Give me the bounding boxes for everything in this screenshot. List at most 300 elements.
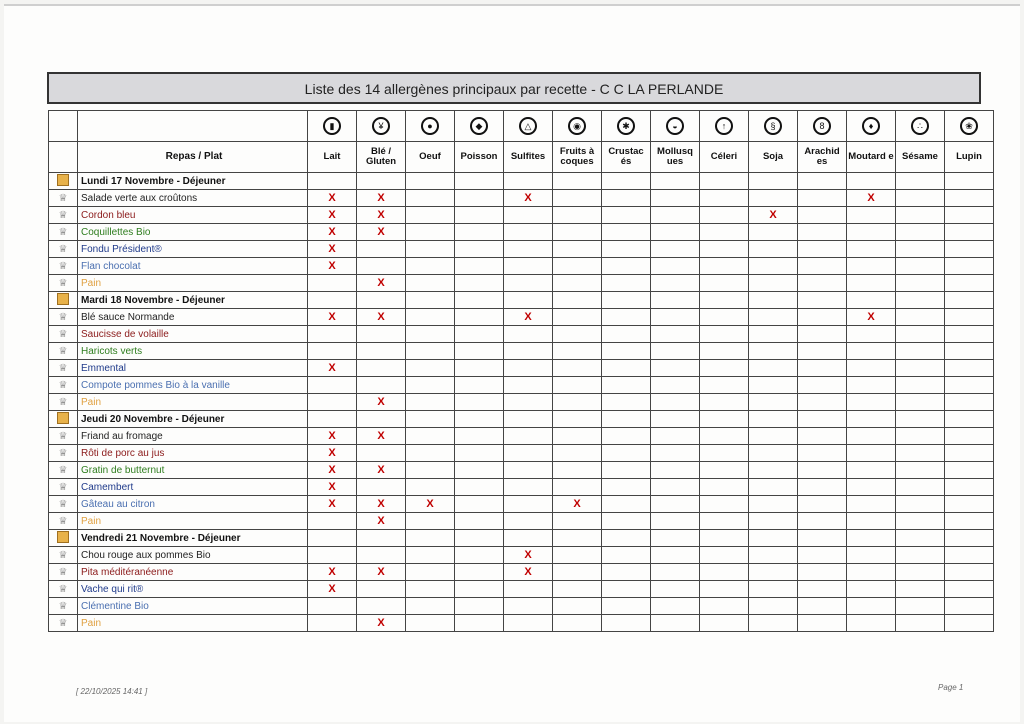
allergen-cell [406,598,455,615]
allergen-cell [406,190,455,207]
dish-icon-cell [49,275,78,292]
dish-name: Emmental [78,360,308,377]
allergen-cell [896,377,945,394]
chef-hat-icon: ♕ [58,260,68,272]
dish-name: Pain [78,513,308,530]
icon-row [49,111,994,142]
allergen-cell [798,496,847,513]
allergen-cell [945,241,994,258]
allergen-cell [455,496,504,513]
allergen-cell [406,564,455,581]
table-row [49,241,994,258]
table-row [49,479,994,496]
allergen-mark: X [328,430,336,442]
allergen-cell [798,258,847,275]
allergen-cell [406,615,455,632]
allergen-mark: X [377,226,385,238]
allergen-cell [357,428,406,445]
allergen-cell [308,496,357,513]
allergen-cell [602,513,651,530]
day-square-icon [57,174,69,186]
allergen-cell [357,394,406,411]
dish-icon-cell [49,241,78,258]
dish-name: Saucisse de volaille [78,326,308,343]
allergen-cell [896,258,945,275]
allergen-cell [357,224,406,241]
table-row [49,326,994,343]
dish-name: Pain [78,394,308,411]
allergen-cell [896,292,945,309]
allergen-cell [798,241,847,258]
allergen-cell [651,411,700,428]
blank-cell [49,111,78,142]
allergen-cell [945,615,994,632]
allergen-cell [798,598,847,615]
allergen-cell [651,394,700,411]
allergen-cell [357,615,406,632]
allergen-cell [896,445,945,462]
allergen-cell [504,598,553,615]
allergen-cell [945,326,994,343]
allergen-mark: X [328,498,336,510]
allergen-cell [749,377,798,394]
dish-icon-cell [49,190,78,207]
allergen-cell [504,513,553,530]
allergen-cell [455,258,504,275]
allergen-cell [602,377,651,394]
day-marker-cell [49,530,78,547]
allergen-cell [455,598,504,615]
allergen-cell [798,309,847,326]
allergen-cell [700,598,749,615]
print-date: [ 22/10/2025 14:41 ] [76,687,148,696]
allergen-cell [455,394,504,411]
table-row [49,445,994,462]
allergen-cell [798,581,847,598]
allergen-cell [504,581,553,598]
allergen-cell [357,292,406,309]
chef-hat-icon: ♕ [58,447,68,459]
allergen-cell [455,581,504,598]
allergen-cell [896,615,945,632]
allergen-cell [749,547,798,564]
allergen-cell [749,445,798,462]
allergen-cell [651,343,700,360]
crab-icon: ✱ [617,117,635,135]
column-header-allergen: Sésame [896,142,945,173]
allergen-cell [455,360,504,377]
allergen-cell [406,513,455,530]
allergen-icon-cell [847,111,896,142]
dish-icon-cell [49,581,78,598]
allergen-cell [700,207,749,224]
document-sheet [4,4,1020,722]
allergen-cell [357,564,406,581]
day-row [49,173,994,190]
allergen-cell [455,377,504,394]
allergen-cell [749,496,798,513]
table-row [49,428,994,445]
dish-name: Cordon bleu [78,207,308,224]
allergen-icon-cell [700,111,749,142]
allergen-cell [357,581,406,598]
allergen-cell [553,547,602,564]
allergen-cell [896,190,945,207]
allergen-cell [945,394,994,411]
allergen-cell [896,581,945,598]
allergen-cell [700,530,749,547]
allergen-cell [357,258,406,275]
table-row [49,615,994,632]
allergen-cell [945,377,994,394]
allergen-cell [847,411,896,428]
allergen-cell [357,377,406,394]
allergen-icon-cell [504,111,553,142]
allergen-cell [602,598,651,615]
allergen-cell [308,564,357,581]
allergen-cell [602,462,651,479]
allergen-mark: X [328,209,336,221]
allergen-cell [504,445,553,462]
allergen-cell [553,258,602,275]
allergen-cell [945,462,994,479]
allergen-cell [504,564,553,581]
allergen-cell [308,207,357,224]
allergen-cell [553,479,602,496]
chef-hat-icon: ♕ [58,226,68,238]
allergen-cell [749,258,798,275]
chef-hat-icon: ♕ [58,498,68,510]
allergen-mark: X [328,226,336,238]
allergen-cell [749,343,798,360]
allergen-cell [651,462,700,479]
allergen-cell [700,343,749,360]
peanut-icon: 8 [813,117,831,135]
allergen-cell [455,224,504,241]
allergen-cell [602,190,651,207]
allergen-cell [455,462,504,479]
allergen-cell [504,343,553,360]
allergen-cell [749,462,798,479]
allergen-cell [357,513,406,530]
dish-name: Clémentine Bio [78,598,308,615]
allergen-cell [896,275,945,292]
allergen-mark: X [328,192,336,204]
allergen-mark: X [328,362,336,374]
allergen-cell [896,547,945,564]
allergen-cell [504,207,553,224]
column-header-allergen: Soja [749,142,798,173]
allergen-cell [847,241,896,258]
allergen-cell [308,428,357,445]
allergen-cell [651,360,700,377]
allergen-cell [406,309,455,326]
allergen-cell [504,173,553,190]
allergen-cell [406,496,455,513]
allergen-cell [455,445,504,462]
allergen-cell [455,411,504,428]
allergen-cell [896,513,945,530]
allergen-cell [896,598,945,615]
allergen-cell [847,173,896,190]
allergen-cell [847,581,896,598]
allergen-cell [847,326,896,343]
allergen-cell [406,547,455,564]
allergen-cell [896,530,945,547]
allergen-cell [896,207,945,224]
allergen-cell [749,428,798,445]
allergen-cell [602,428,651,445]
dish-name: Camembert [78,479,308,496]
allergen-cell [651,445,700,462]
dish-icon-cell [49,547,78,564]
allergen-cell [847,360,896,377]
allergen-cell [308,173,357,190]
allergen-cell [651,615,700,632]
allergen-cell [700,224,749,241]
allergen-cell [945,598,994,615]
allergen-cell [651,241,700,258]
allergen-cell [847,275,896,292]
day-row [49,411,994,428]
allergen-cell [553,275,602,292]
allergen-cell [945,513,994,530]
allergen-cell [308,190,357,207]
allergen-mark: X [377,311,385,323]
dish-name: Gratin de butternut [78,462,308,479]
allergen-cell [602,241,651,258]
column-header-allergen: Mollusq ues [651,142,700,173]
allergen-cell [847,615,896,632]
dish-name: Pain [78,275,308,292]
allergen-cell [700,360,749,377]
allergen-cell [651,581,700,598]
allergen-cell [798,445,847,462]
allergen-cell [602,547,651,564]
table-row [49,547,994,564]
allergen-cell [602,309,651,326]
allergen-mark: X [377,209,385,221]
allergen-cell [504,241,553,258]
allergen-cell [406,275,455,292]
allergen-cell [749,615,798,632]
allergen-cell [945,275,994,292]
allergen-cell [553,241,602,258]
allergen-cell [308,411,357,428]
allergen-cell [602,173,651,190]
chef-hat-icon: ♕ [58,430,68,442]
allergen-cell [896,224,945,241]
allergen-cell [553,309,602,326]
chef-hat-icon: ♕ [58,311,68,323]
allergen-mark: X [524,566,532,578]
day-row [49,292,994,309]
allergen-cell [847,292,896,309]
allergen-cell [798,513,847,530]
allergen-cell [553,190,602,207]
dish-icon-cell [49,598,78,615]
dish-name: Haricots verts [78,343,308,360]
allergen-cell [847,513,896,530]
allergen-mark: X [328,566,336,578]
allergen-cell [847,309,896,326]
chef-hat-icon: ♕ [58,379,68,391]
dish-icon-cell [49,394,78,411]
allergen-cell [700,258,749,275]
allergen-cell [455,326,504,343]
allergen-cell [455,241,504,258]
allergen-cell [308,547,357,564]
allergen-cell [504,462,553,479]
allergen-cell [945,428,994,445]
chef-hat-icon: ♕ [58,464,68,476]
wheat-icon: ¥ [372,117,390,135]
day-marker-cell [49,411,78,428]
allergen-mark: X [328,464,336,476]
allergen-cell [504,258,553,275]
allergen-cell [651,530,700,547]
allergen-cell [504,377,553,394]
table-row [49,598,994,615]
nut-icon: ◉ [568,117,586,135]
column-header-allergen: Poisson [455,142,504,173]
allergen-cell [357,598,406,615]
day-label: Lundi 17 Novembre - Déjeuner [78,173,308,190]
allergen-cell [406,530,455,547]
allergen-cell [602,326,651,343]
allergen-cell [504,479,553,496]
allergen-cell [308,292,357,309]
allergen-cell [504,394,553,411]
flask-icon: △ [519,117,537,135]
allergen-cell [602,479,651,496]
allergen-cell [651,173,700,190]
milk-icon: ▮ [323,117,341,135]
chef-hat-icon: ♕ [58,362,68,374]
dish-icon-cell [49,445,78,462]
day-marker-cell [49,292,78,309]
allergen-cell [455,547,504,564]
allergen-cell [847,224,896,241]
allergen-cell [700,173,749,190]
allergen-cell [357,173,406,190]
allergen-cell [749,479,798,496]
dish-icon-cell [49,360,78,377]
allergen-cell [700,428,749,445]
allergen-cell [798,479,847,496]
allergen-cell [700,581,749,598]
allergen-mark: X [328,481,336,493]
allergen-icon-cell [798,111,847,142]
dish-name: Vache qui rit® [78,581,308,598]
allergen-cell [945,224,994,241]
allergen-icon-cell [602,111,651,142]
allergen-cell [749,598,798,615]
allergen-cell [651,292,700,309]
allergen-cell [504,615,553,632]
dish-name: Compote pommes Bio à la vanille [78,377,308,394]
allergen-mark: X [328,583,336,595]
title-bar [47,72,981,104]
allergen-cell [357,547,406,564]
allergen-icon-cell [308,111,357,142]
allergen-cell [651,547,700,564]
allergen-cell [847,190,896,207]
allergen-cell [700,377,749,394]
allergen-cell [798,377,847,394]
allergen-cell [700,309,749,326]
chef-hat-icon: ♕ [58,192,68,204]
allergen-cell [847,343,896,360]
allergen-mark: X [377,430,385,442]
allergen-cell [357,207,406,224]
allergen-cell [700,615,749,632]
allergen-cell [553,462,602,479]
allergen-cell [700,190,749,207]
day-marker-cell [49,173,78,190]
allergen-cell [504,496,553,513]
table-row [49,309,994,326]
dish-name: Fondu Président® [78,241,308,258]
allergen-cell [504,309,553,326]
allergen-cell [896,241,945,258]
allergen-cell [602,224,651,241]
allergen-cell [945,445,994,462]
chef-hat-icon: ♕ [58,345,68,357]
allergen-cell [308,615,357,632]
allergen-icon-cell [553,111,602,142]
allergen-cell [700,275,749,292]
allergen-cell [406,173,455,190]
allergen-cell [308,360,357,377]
allergen-cell [847,207,896,224]
lupin-icon: ❀ [960,117,978,135]
allergen-cell [553,445,602,462]
allergen-cell [945,190,994,207]
day-label: Mardi 18 Novembre - Déjeuner [78,292,308,309]
allergen-mark: X [328,311,336,323]
allergen-cell [504,411,553,428]
allergen-cell [749,224,798,241]
allergen-cell [406,411,455,428]
allergen-cell [749,360,798,377]
allergen-mark: X [524,192,532,204]
allergen-cell [602,258,651,275]
allergen-icon-cell [945,111,994,142]
allergen-cell [749,292,798,309]
dish-name: Gâteau au citron [78,496,308,513]
allergen-cell [406,343,455,360]
allergen-cell [602,530,651,547]
allergen-cell [553,598,602,615]
day-square-icon [57,531,69,543]
allergen-cell [749,581,798,598]
table-row [49,224,994,241]
allergen-cell [357,326,406,343]
allergen-cell [896,411,945,428]
allergen-cell [357,309,406,326]
allergen-mark: X [377,515,385,527]
table-row [49,360,994,377]
allergen-cell [749,207,798,224]
column-header-allergen: Fruits à coques [553,142,602,173]
allergen-cell [749,241,798,258]
allergen-mark: X [867,311,875,323]
allergen-cell [798,428,847,445]
allergen-cell [798,326,847,343]
table-row [49,258,994,275]
allergen-cell [896,564,945,581]
